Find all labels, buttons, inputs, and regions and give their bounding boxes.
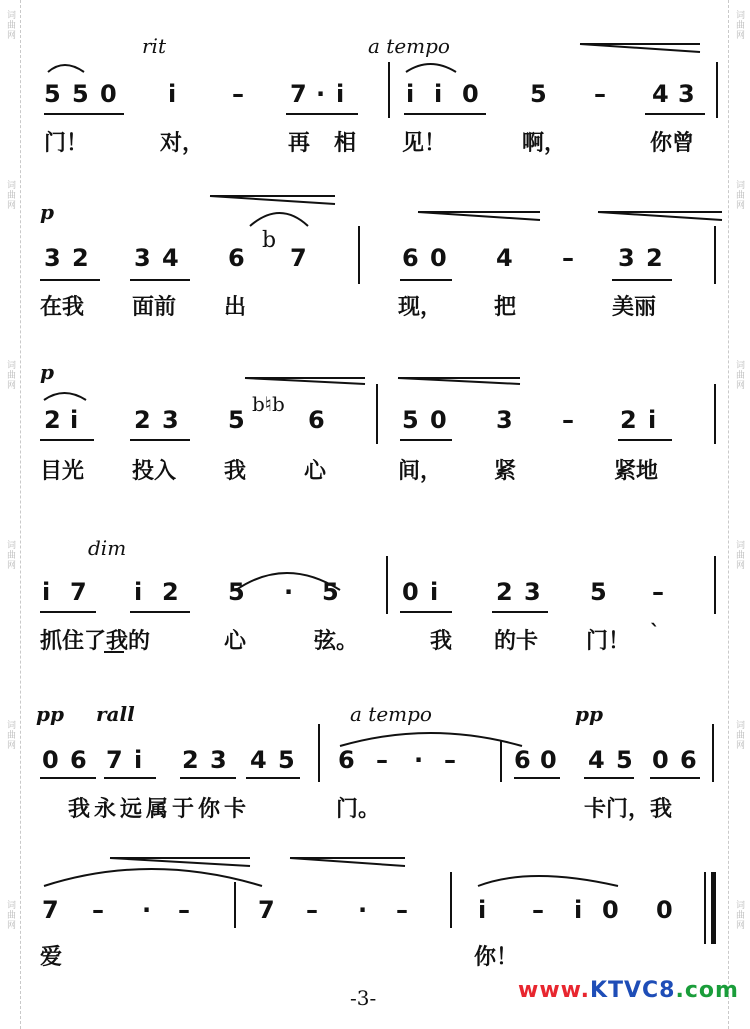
note: 5: [228, 406, 245, 434]
note: i: [648, 406, 657, 434]
note: 5: [616, 746, 633, 774]
note: 5: [228, 578, 245, 606]
lyric: 啊，: [522, 131, 567, 156]
page-number: -3-: [350, 986, 377, 1010]
note: –: [396, 896, 408, 924]
note: –: [652, 578, 664, 606]
note: 0: [462, 80, 479, 108]
watermark-right-2: 词曲网: [734, 180, 744, 210]
note: 0: [430, 406, 447, 434]
dynamic-a-tempo: a tempo: [368, 34, 450, 58]
note: –: [306, 896, 318, 924]
note: –: [232, 80, 244, 108]
note: 6: [308, 406, 325, 434]
flat-natural-flat-accidental: b♮b: [252, 392, 285, 416]
lyric: 现，: [398, 295, 443, 320]
dynamic-rit: rit: [142, 34, 166, 58]
note: 5: [590, 578, 607, 606]
note: 0: [402, 578, 419, 606]
final-barline: [704, 872, 706, 944]
note: i: [574, 896, 583, 924]
note: 2: [620, 406, 637, 434]
dynamic-pp: pp: [36, 702, 64, 726]
note: i: [134, 746, 143, 774]
barline: [500, 740, 502, 782]
lyric: 的卡: [494, 629, 539, 654]
note: 5: [44, 80, 61, 108]
lyric: 你！: [474, 945, 519, 970]
note: 7: [42, 896, 59, 924]
breath-mark: ˋ: [650, 620, 660, 644]
note: 3: [162, 406, 179, 434]
note: 0: [540, 746, 557, 774]
watermark-right-1: 词曲网: [734, 10, 744, 40]
note: –: [562, 406, 574, 434]
lyric: 弦。: [314, 629, 359, 654]
note: ·: [414, 746, 424, 774]
lyric: 心: [304, 459, 327, 484]
note: –: [444, 746, 456, 774]
note: –: [178, 896, 190, 924]
lyric: 你曾: [650, 131, 695, 156]
lyric: 出: [224, 295, 247, 320]
lyric: 投入: [132, 459, 177, 484]
note: 0: [652, 746, 669, 774]
note: 4: [652, 80, 669, 108]
note: 2: [182, 746, 199, 774]
note: i: [430, 578, 439, 606]
note: ·: [284, 578, 294, 606]
note: 5: [322, 578, 339, 606]
note: i: [168, 80, 177, 108]
note: 2: [162, 578, 179, 606]
barline: [388, 62, 390, 118]
barline: [450, 872, 452, 928]
note: 3: [496, 406, 513, 434]
lyric: 相: [334, 131, 357, 156]
lyric: 对，: [160, 131, 205, 156]
note: –: [92, 896, 104, 924]
note: 3: [524, 578, 541, 606]
barline: [358, 226, 360, 284]
lyric: 卡门，我: [584, 797, 673, 822]
dynamic-p: p: [40, 200, 54, 224]
site-logo-suffix: .com: [675, 978, 739, 1003]
note: i: [406, 80, 415, 108]
watermark-left-6: 词曲网: [5, 900, 15, 930]
lyric: 门。: [336, 797, 381, 822]
note: 4: [162, 244, 179, 272]
note: –: [562, 244, 574, 272]
watermark-left-3: 词曲网: [5, 360, 15, 390]
dynamic-p-2: p: [40, 360, 54, 384]
lyric: 在我: [40, 295, 85, 320]
note: 0: [602, 896, 619, 924]
site-logo-prefix: www.: [518, 978, 590, 1003]
note: 7: [290, 80, 307, 108]
note: 2: [44, 406, 61, 434]
note: 5: [278, 746, 295, 774]
note: 2: [72, 244, 89, 272]
final-barline-thick: [711, 872, 716, 944]
note: –: [376, 746, 388, 774]
barline: [386, 556, 388, 614]
note: i: [42, 578, 51, 606]
note: 5: [72, 80, 89, 108]
site-logo-brand: KTVC8: [589, 978, 676, 1003]
watermark-left-2: 词曲网: [5, 180, 15, 210]
note: 4: [496, 244, 513, 272]
barline: [234, 882, 236, 928]
note: –: [594, 80, 606, 108]
note: i: [478, 896, 487, 924]
note: 6: [514, 746, 531, 774]
lyric: 门！: [44, 131, 89, 156]
note: i: [434, 80, 443, 108]
dynamic-rall: rall: [96, 702, 135, 726]
watermark-right-3: 词曲网: [734, 360, 744, 390]
note: ·: [142, 896, 152, 924]
barline: [714, 226, 716, 284]
lyric: 目光: [40, 459, 85, 484]
lyric: 见！: [402, 131, 447, 156]
note: 7: [258, 896, 275, 924]
lyric: 把: [494, 295, 517, 320]
lyric: 间，: [398, 459, 443, 484]
note: 5: [530, 80, 547, 108]
note: 2: [646, 244, 663, 272]
barline: [716, 62, 718, 118]
note: 6: [402, 244, 419, 272]
note: 7: [70, 578, 87, 606]
watermark-left-4: 词曲网: [5, 540, 15, 570]
note: 3: [134, 244, 151, 272]
note: i: [70, 406, 79, 434]
watermark-right-6: 词曲网: [734, 900, 744, 930]
lyric: 爱: [40, 945, 63, 970]
barline: [714, 384, 716, 444]
note: 0: [656, 896, 673, 924]
watermark-left-1: 词曲网: [5, 10, 15, 40]
lyric: 我: [430, 629, 453, 654]
lyric: 再: [288, 131, 311, 156]
note: ·: [358, 896, 368, 924]
note: 0: [100, 80, 117, 108]
note: 6: [228, 244, 245, 272]
dynamic-pp-2: pp: [575, 702, 603, 726]
note: i: [336, 80, 345, 108]
lyric: 我永远属于你卡: [68, 797, 251, 822]
lyric: 紧地: [614, 459, 659, 484]
dynamic-dim: dim: [88, 536, 127, 560]
barline: [318, 724, 320, 782]
lyric: 门！: [586, 629, 631, 654]
lyric: 心: [224, 629, 247, 654]
barline: [712, 724, 714, 782]
lyric: 紧: [494, 459, 517, 484]
note: 6: [70, 746, 87, 774]
note: 7: [290, 244, 307, 272]
lyric: 美丽: [612, 295, 657, 320]
note: 6: [680, 746, 697, 774]
watermark-right-4: 词曲网: [734, 540, 744, 570]
note: 3: [44, 244, 61, 272]
barline: [376, 384, 378, 444]
lyric: 面前: [132, 295, 177, 320]
note: 7: [106, 746, 123, 774]
note: 3: [678, 80, 695, 108]
lyric: 抓住了我的: [40, 629, 151, 654]
barline: [714, 556, 716, 614]
note: 5: [402, 406, 419, 434]
note: ·: [316, 80, 326, 108]
note: 3: [210, 746, 227, 774]
note: 6: [338, 746, 355, 774]
note: 2: [496, 578, 513, 606]
note: 4: [250, 746, 267, 774]
dynamic-a-tempo-2: a tempo: [350, 702, 432, 726]
note: 0: [430, 244, 447, 272]
watermark-left-5: 词曲网: [5, 720, 15, 750]
watermark-right-5: 词曲网: [734, 720, 744, 750]
lyric: 我: [224, 459, 247, 484]
note: –: [532, 896, 544, 924]
note: 2: [134, 406, 151, 434]
flat-accidental: b: [262, 228, 277, 253]
site-logo[interactable]: [518, 978, 739, 1003]
note: i: [134, 578, 143, 606]
note: 4: [588, 746, 605, 774]
note: 3: [618, 244, 635, 272]
note: 0: [42, 746, 59, 774]
